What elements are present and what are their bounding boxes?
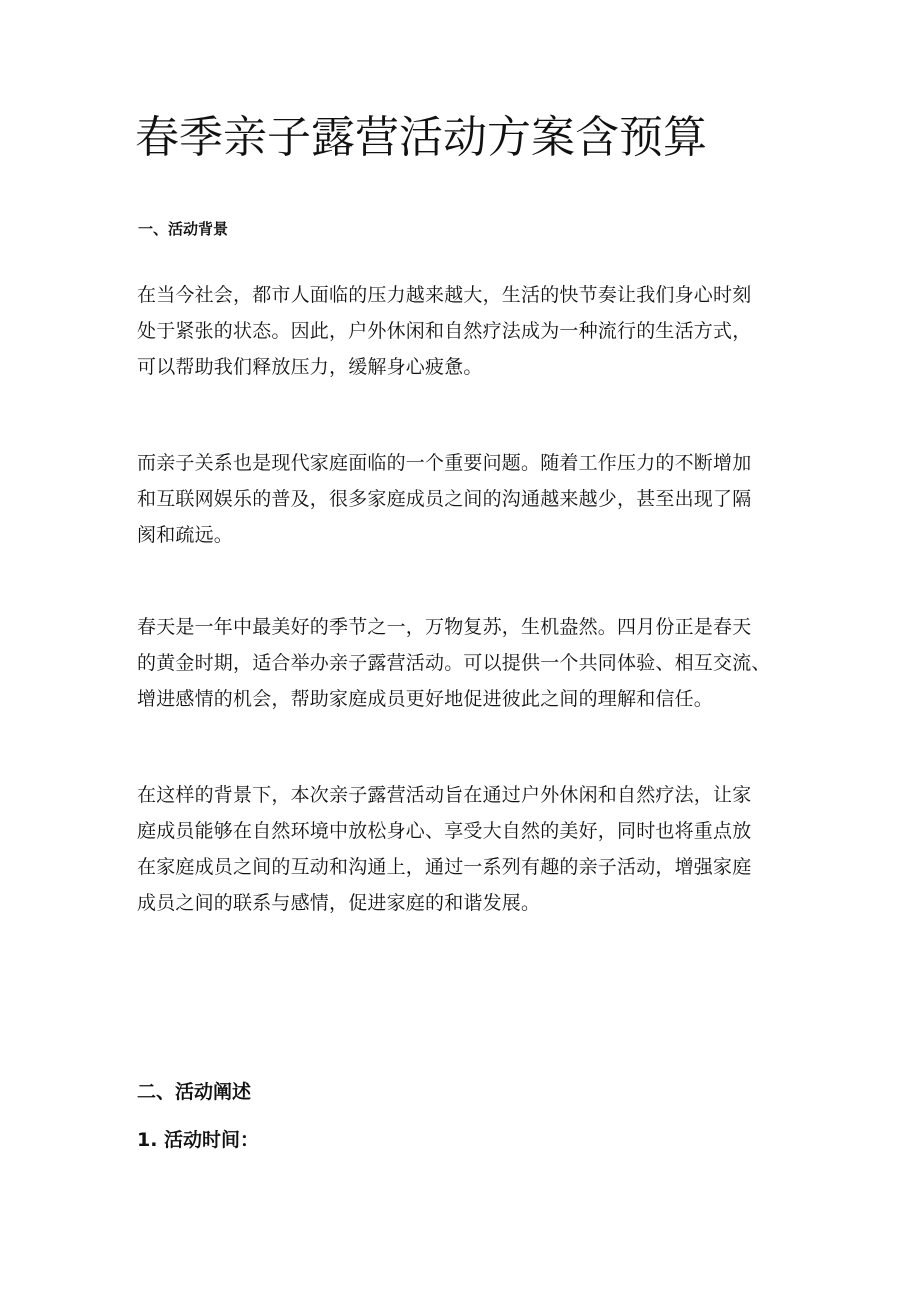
- paragraph-line: 和互联网娱乐的普及，很多家庭成员之间的沟通越来越少，甚至出现了隔: [137, 488, 752, 510]
- section-heading-description: 二、活动阐述: [137, 1081, 252, 1103]
- paragraph-line: 在这样的背景下，本次亲子露营活动旨在通过户外休闲和自然疗法，让家: [137, 784, 752, 806]
- paragraph-line: 春天是一年中最美好的季节之一，万物复苏，生机盎然。四月份正是春天: [137, 616, 752, 638]
- paragraph-line: 在家庭成员之间的互动和沟通上，通过一系列有趣的亲子活动，增强家庭: [137, 856, 752, 878]
- paragraph-line: 处于紧张的状态。因此，户外休闲和自然疗法成为一种流行的生活方式，: [137, 320, 752, 342]
- paragraph-line: 增进感情的机会，帮助家庭成员更好地促进彼此之间的理解和信任。: [137, 688, 714, 710]
- paragraph-2: [137, 445, 817, 553]
- subsection-heading-time: 1. 活动时间：: [137, 1129, 260, 1151]
- paragraph-4: [137, 777, 817, 921]
- paragraph-line: 可以帮助我们释放压力，缓解身心疲惫。: [137, 356, 483, 378]
- paragraph-line: 而亲子关系也是现代家庭面临的一个重要问题。随着工作压力的不断增加: [137, 452, 752, 474]
- paragraph-line: 在当今社会，都市人面临的压力越来越大，生活的快节奏让我们身心时刻: [137, 284, 752, 306]
- paragraph-1: [137, 277, 817, 385]
- paragraph-3: [137, 609, 817, 717]
- paragraph-line: 成员之间的联系与感情，促进家庭的和谐发展。: [137, 892, 541, 914]
- section-heading-background: 一、活动背景: [138, 220, 229, 238]
- document-title: 春季亲子露营活动方案含预算: [135, 112, 707, 163]
- paragraph-line: 的黄金时期，适合举办亲子露营活动。可以提供一个共同体验、相互交流、: [137, 652, 771, 674]
- paragraph-line: 阂和疏远。: [137, 524, 234, 546]
- paragraph-line: 庭成员能够在自然环境中放松身心、享受大自然的美好，同时也将重点放: [137, 820, 752, 842]
